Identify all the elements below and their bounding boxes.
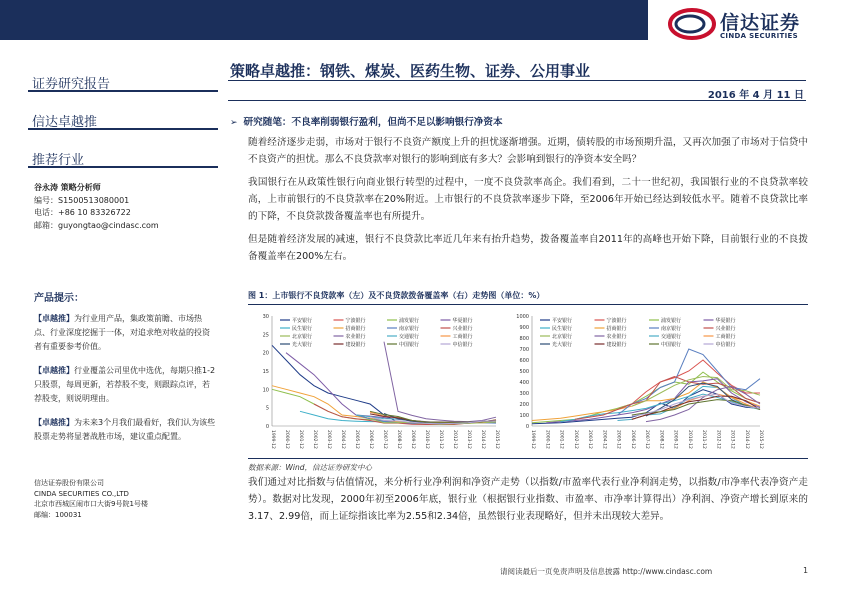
x-tick-label: 1999-12 bbox=[530, 430, 535, 449]
x-tick-label: 2014-12 bbox=[743, 430, 749, 449]
report-title: 策略卓越推：钢铁、煤炭、医药生物、证券、公用事业 bbox=[230, 62, 591, 80]
y-tick-label: 400 bbox=[519, 380, 529, 386]
report-date: 2016 年 4 月 11 日 bbox=[707, 90, 804, 101]
sidebar bbox=[28, 70, 218, 168]
author-id: 编号：S1500513080001 bbox=[34, 195, 130, 205]
legend-label: 工商银行 bbox=[715, 334, 736, 340]
legend-label: 交通银行 bbox=[399, 334, 420, 340]
legend-label: 中信银行 bbox=[452, 342, 473, 348]
logo-mark-icon bbox=[668, 6, 716, 42]
legend-label: 农业银行 bbox=[345, 334, 366, 340]
legend-label: 招商银行 bbox=[606, 326, 627, 332]
hint-item: 【卓越推】为行业用产品，集政策前瞻、市场热点、行业深度挖掘于一体，对追求绝对收益的投资者有重要参考价值。 bbox=[34, 314, 210, 351]
company-info bbox=[34, 478, 148, 520]
logo-english: CINDA SECURITIES bbox=[720, 32, 798, 40]
npl-ratio-chart bbox=[250, 312, 502, 456]
x-tick-label: 1999-12 bbox=[270, 430, 275, 449]
x-tick-label: 2008-12 bbox=[396, 430, 401, 449]
legend-label: 民生银行 bbox=[552, 326, 573, 332]
legend-label: 交通银行 bbox=[661, 334, 682, 340]
x-tick-label: 2003-12 bbox=[587, 430, 592, 449]
legend-label: 工商银行 bbox=[452, 334, 473, 340]
legend-label: 浦发银行 bbox=[661, 318, 682, 324]
cinda-logo bbox=[668, 6, 838, 46]
legend-label: 兴业银行 bbox=[452, 326, 473, 332]
x-tick-label: 2010-12 bbox=[686, 430, 692, 449]
x-tick-label: 2002-12 bbox=[572, 430, 578, 449]
y-tick-label: 10 bbox=[262, 387, 269, 394]
x-tick-label: 2012-12 bbox=[715, 430, 721, 449]
legend-label: 中国银行 bbox=[661, 342, 682, 348]
y-tick-label: 5 bbox=[265, 405, 269, 412]
x-tick-label: 2002-12 bbox=[312, 430, 317, 449]
x-tick-label: 2000-12 bbox=[284, 430, 289, 449]
x-tick-label: 2007-12 bbox=[382, 430, 387, 449]
section-heading: ➢ 研究随笔：不良率削弱银行盈利，但尚不足以影响银行净资本 bbox=[230, 117, 503, 128]
x-tick-label: 2004-12 bbox=[340, 430, 345, 449]
legend-label: 北京银行 bbox=[552, 334, 573, 340]
x-tick-label: 2009-12 bbox=[410, 430, 415, 449]
legend-label: 南京银行 bbox=[399, 326, 420, 332]
x-tick-label: 2015-12 bbox=[758, 430, 763, 449]
coverage-ratio-chart bbox=[510, 312, 766, 456]
x-tick-label: 2005-12 bbox=[354, 430, 359, 449]
y-tick-label: 0 bbox=[525, 424, 529, 430]
x-tick-label: 2010-12 bbox=[424, 430, 429, 449]
series-line bbox=[384, 342, 496, 422]
x-tick-label: 2008-12 bbox=[658, 430, 664, 449]
y-tick-label: 700 bbox=[519, 347, 529, 353]
arrow-bullet-icon: ➢ bbox=[230, 118, 238, 128]
paragraph: 我国银行在从政策性银行向商业银行转型的过程中，一度不良贷款率高企。我们看到，二十一世纪初，我国银行业的不良贷款率较高，上市前银行的不良贷款率在20%附近。上市银行的不良贷款率逐步下降，至2006年开始已经达到较低水平。随着不良贷款比率的下降，不良贷款拨备覆盖率也有所提升。 bbox=[248, 177, 808, 222]
sidebar-heading-product: 信达卓越推 bbox=[28, 108, 218, 130]
x-tick-label: 2014-12 bbox=[480, 430, 485, 449]
x-tick-label: 2004-12 bbox=[601, 430, 607, 449]
x-tick-label: 2001-12 bbox=[558, 430, 564, 449]
y-tick-label: 300 bbox=[519, 391, 529, 397]
author-info bbox=[34, 182, 159, 232]
legend-label: 宁波银行 bbox=[345, 318, 366, 324]
main-content bbox=[228, 114, 808, 271]
y-tick-label: 800 bbox=[519, 336, 529, 342]
product-hints bbox=[34, 292, 216, 454]
legend-label: 平安银行 bbox=[552, 318, 573, 324]
series-line bbox=[632, 394, 760, 416]
legend-label: 光大银行 bbox=[552, 342, 573, 348]
legend-label: 建设银行 bbox=[606, 342, 627, 348]
y-tick-label: 25 bbox=[262, 332, 269, 339]
y-tick-label: 15 bbox=[262, 369, 269, 375]
hint-item: 【卓越推】行业覆盖公司里优中选优，每期只推1-2只股票，每周更新，若荐股不变，则跟踪点评，若荐股变，则说明理由。 bbox=[34, 366, 216, 403]
y-tick-label: 900 bbox=[519, 325, 529, 331]
legend-label: 南京银行 bbox=[661, 326, 682, 332]
legend-label: 农业银行 bbox=[606, 334, 627, 340]
figure-divider bbox=[248, 304, 808, 305]
company-postcode: 邮编：100031 bbox=[34, 510, 82, 519]
paragraph: 但是随着经济发展的减速，银行不良贷款比率近几年来有抬升趋势，拨备覆盖率自2011年的高峰也开始下降，目前银行业的不良拨备覆盖率在200%左右。 bbox=[248, 234, 808, 262]
x-tick-label: 2000-12 bbox=[544, 430, 550, 449]
legend-label: 华夏银行 bbox=[715, 318, 736, 324]
x-tick-label: 2015-12 bbox=[494, 430, 499, 449]
figure-header bbox=[248, 290, 808, 305]
author-email[interactable]: 邮箱：guyongtao@cindasc.com bbox=[34, 220, 159, 230]
page-number: 1 bbox=[803, 566, 809, 575]
y-tick-label: 200 bbox=[519, 402, 529, 408]
y-tick-label: 600 bbox=[519, 358, 529, 364]
top-banner bbox=[0, 0, 648, 40]
legend-label: 兴业银行 bbox=[715, 326, 736, 332]
x-tick-label: 2012-12 bbox=[452, 430, 457, 449]
x-tick-label: 2003-12 bbox=[326, 430, 331, 449]
legend-label: 光大银行 bbox=[292, 342, 313, 348]
legend-label: 民生银行 bbox=[292, 326, 313, 332]
legend-label: 浦发银行 bbox=[399, 318, 420, 324]
x-tick-label: 2011-12 bbox=[438, 430, 443, 449]
footer-disclaimer[interactable]: 请阅读最后一页免责声明及信息披露 http://www.cindasc.com bbox=[500, 567, 713, 576]
author-phone: 电话：+86 10 83326722 bbox=[34, 208, 131, 217]
logo-text: 信达证券 bbox=[720, 12, 801, 34]
figure-source: 数据来源：Wind，信达证券研发中心 bbox=[248, 458, 808, 473]
x-tick-label: 2007-12 bbox=[644, 430, 649, 449]
company-address: 北京市西城区闹市口大街9号院1号楼 bbox=[34, 500, 148, 508]
x-tick-label: 2013-12 bbox=[466, 430, 471, 449]
x-tick-label: 2013-12 bbox=[729, 430, 735, 449]
y-tick-label: 500 bbox=[519, 369, 529, 375]
company-name: 信达证券股份有限公司 bbox=[34, 479, 104, 487]
x-tick-label: 2011-12 bbox=[701, 430, 706, 449]
x-tick-label: 2006-12 bbox=[368, 430, 373, 449]
x-tick-label: 2006-12 bbox=[629, 430, 635, 449]
paragraph: 随着经济逐步走弱，市场对于银行不良资产额度上升的担忧逐渐增强。近期，债转股的市场预期升温，又再次加强了市场对于信贷中不良资产的担忧。那么不良贷款率对银行的影响到底有多大？会影响到银行的净资本安全吗？ bbox=[248, 137, 808, 165]
y-tick-label: 20 bbox=[262, 350, 269, 357]
date-divider bbox=[228, 100, 806, 101]
title-divider bbox=[228, 80, 806, 81]
y-tick-label: 1000 bbox=[516, 314, 529, 320]
x-tick-label: 2001-12 bbox=[298, 430, 303, 449]
x-tick-label: 2009-12 bbox=[672, 430, 678, 449]
y-tick-label: 0 bbox=[265, 424, 269, 430]
hint-item: 【卓越推】为未来3个月我们最看好，我们认为该些股票走势将显著战胜市场，建议重点配置。 bbox=[34, 418, 216, 441]
legend-label: 北京银行 bbox=[292, 334, 313, 340]
legend-label: 建设银行 bbox=[345, 342, 366, 348]
company-name-en: CINDA SECURITIES CO.,LTD bbox=[34, 489, 129, 498]
legend-label: 招商银行 bbox=[345, 326, 366, 332]
sidebar-heading-report: 证券研究报告 bbox=[28, 70, 218, 92]
author-name: 谷永涛 策略分析师 bbox=[34, 183, 101, 192]
sidebar-heading-recommend: 推荐行业 bbox=[28, 146, 218, 168]
y-tick-label: 30 bbox=[262, 314, 269, 320]
legend-label: 中信银行 bbox=[715, 342, 736, 348]
figure-caption: 图 1：上市银行不良贷款率（左）及不良贷款拨备覆盖率（右）走势图（单位：%） bbox=[248, 291, 545, 300]
legend-label: 宁波银行 bbox=[606, 318, 627, 324]
hints-title: 产品提示： bbox=[34, 293, 84, 304]
y-tick-label: 100 bbox=[519, 413, 529, 419]
legend-label: 中国银行 bbox=[399, 342, 420, 348]
paragraph: 我们通过对比指数与估值情况，来分析行业净利润和净资产走势（以指数/市盈率代表行业净利润走势，以指数/市净率代表净资产走势）。数据对比发现，2000年初至2006年底，银行业（根据银行业指数、市盈率、市净率计算得出）净利润、净资产增长到原来的3.17、2.99倍，而上证综指该比率为2.55和2.34倍，虽然银行业表现略好，但并未出现较大差异。 bbox=[248, 477, 808, 522]
legend-label: 华夏银行 bbox=[452, 318, 473, 324]
legend-label: 平安银行 bbox=[292, 318, 313, 324]
x-tick-label: 2005-12 bbox=[615, 430, 621, 449]
